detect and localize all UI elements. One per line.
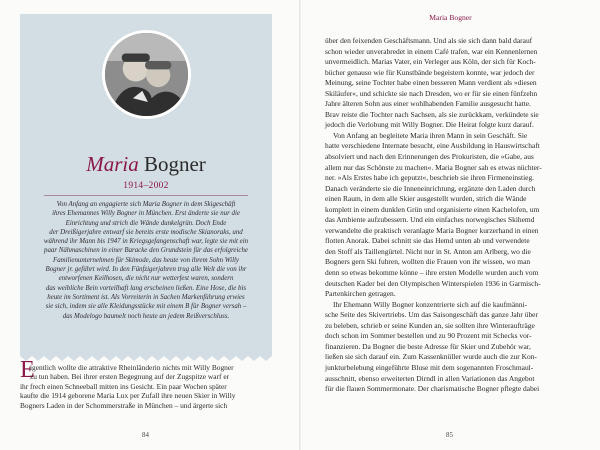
person-years: 1914–2002 xyxy=(123,181,169,191)
text-line: kaufte die 1914 geborene Maria Lux per Zufall ihre neuen Skier in Willy xyxy=(20,391,236,401)
text-line: zu beleben, schrieb er seine Kunden an, sie sollten ihre Winteraufträge xyxy=(325,320,535,330)
bio-line: Familienunternehmen für Skimode, das heute von ihrem Sohn Willy xyxy=(53,256,239,264)
profile-panel xyxy=(20,14,272,355)
left-page xyxy=(0,0,299,450)
text-line: sche Seite des Skivertriebs. Um das Saisongeschäft das ganze Jahr über xyxy=(325,310,538,320)
page-number-left: 84 xyxy=(142,431,149,439)
bio-line: entworfenen Keilhosen, die nicht nur wetterfest waren, sondern xyxy=(58,275,234,283)
right-page xyxy=(301,0,600,450)
text-line: Bogners gern Ski fuhren, wollten die Frauen von ihr wissen, wo man xyxy=(325,257,531,267)
text-line: ausschnitt, ebenso erweiterten Dirndl in allen Variationen das Angebot xyxy=(325,373,535,383)
text-line: junkturbelebung eingeführte Bluse mit dem sogenannten Froschmaul- xyxy=(325,362,534,372)
text-line: Ihr Ehemann Willy Bogner konzentrierte sich auf die kaufmänni- xyxy=(333,299,528,309)
text-line: Partenkirchen getragen. xyxy=(325,289,396,299)
bio-line: Bogner jr. geführt wird. In den Fünfzigerjahren trug alle Welt die von ihr xyxy=(45,266,247,274)
divider xyxy=(44,195,248,196)
drop-cap: E xyxy=(20,357,35,383)
torn-edge-decoration xyxy=(20,353,272,363)
biography-summary xyxy=(28,200,264,321)
text-line: Jahre älteren Sohn aus einer wohlhabenden Familie ausgesucht hatte. xyxy=(325,99,531,109)
text-line: schon wieder unverabredet in einem Café trafen, war ein Kennenlernen xyxy=(325,46,538,56)
text-line: Meinung, seine Tochter habe einen besseren Mann verdient als »diesen xyxy=(325,78,537,88)
person-last-name: Bogner xyxy=(143,152,206,176)
text-line: bücher genauso wie für Kunstbände begeistern konnte, war jedoch der xyxy=(325,67,535,77)
text-line: Brav reiste die Tochter nach Sachsen, als sie zurückkam, verkündete sie xyxy=(325,109,539,119)
text-line: flotten Anorak. Dabei schnitt sie das Hemd unten ab und verwendete xyxy=(325,236,530,246)
running-head: Maria Bogner xyxy=(429,13,472,22)
text-line: Von Anfang an begleitete Maria ihren Mann in sein Geschäft. Sie xyxy=(333,130,528,140)
text-line: denn so etwas bekomme könne – ihre ersten Modelle wurden auch vom xyxy=(325,268,539,278)
text-line: hatte verschiedene Internate besucht, eine Ausbildung in Hauswirtschaft xyxy=(325,141,540,151)
right-body-text xyxy=(325,36,578,395)
bio-line: das weibliche Bein vorteilhaft lang erscheinen ließen. Eine Hose, die bis xyxy=(45,284,247,292)
text-line: Bogners Laden in der Schommerstraße in München – und ärgerte sich xyxy=(20,400,228,410)
text-line: ner. »Als Erstes habe ich geputzt«, beschrieb sie ihren Firmeneinstieg. xyxy=(325,173,535,183)
text-line: finanzieren. Da Bogner die beste Adresse für Skier und Zubehör war, xyxy=(325,341,531,351)
text-line: unvermeidlich. Marias Vater, ein Verleger aus Köln, der sich für Koch- xyxy=(325,57,536,67)
bio-line: paar Nähmaschinen in einer Baracke den Grundstein für das erfolgreiche xyxy=(44,247,248,255)
person-name xyxy=(20,152,272,177)
text-line: Skiläufer«, und schickte sie nach Dresden, wo er für sie einen fünfzehn xyxy=(325,88,538,98)
bio-line: der Dreißigerjahre entwarf sie bereits erste modische Skianoraks, und xyxy=(49,228,243,236)
text-line: für die flauen Sommermonate. Der charismatische Bogner pflegte dabei xyxy=(325,384,540,394)
bio-line: ihres Ehemannes Willy Bogner in München. Erst änderte sie nur die xyxy=(52,210,240,218)
bio-line: Einrichtung und strich die Wände dunkelgrün. Doch Ende xyxy=(65,219,227,227)
bio-line: während ihr Mann bis 1947 in Kriegsgefangenschaft war, legte sie mit ein xyxy=(43,238,249,246)
bio-line: sie sich, indem sie alle Kleidungsstücke mit einem B für Bogner versah – xyxy=(45,303,247,311)
text-line: zu tun haben. Bei ihrer ersten Begegnung auf der Zugspitze warf er xyxy=(30,372,230,382)
text-line: ließen sie sich darauf ein. Zum Kassenknüller wurde auch die zur Kon- xyxy=(325,352,537,362)
text-line: Danach veränderte sie die Inneneinrichtung, ergänzte den Laden durch xyxy=(325,183,536,193)
text-line: komplett in einem dunklen Grün und organisierte einen Kachelofen, um xyxy=(325,204,540,214)
text-line: allem nur das Schönste zu machen«. Maria Bogner sah es etwas nüchter- xyxy=(325,162,542,172)
text-line: verwandelte die praktisch veranlagte Maria Bogner kurzerhand in einen xyxy=(325,225,539,235)
left-body-text xyxy=(20,363,272,410)
bio-line: das Modelogo baumelt noch heute an jedem Reißverschluss. xyxy=(62,312,230,320)
text-line: doch schon im Sommer bestellen und zu 90 Prozent mit Schecks vor- xyxy=(325,331,532,341)
text-line: das Ambiente aufzubessern. Und ein einfaches norwegisches Skihemd xyxy=(325,215,535,225)
text-line: den Stoff als Taillengürtel. Nicht nur in St. Anton am Arlberg, wo die xyxy=(325,246,531,256)
bio-line: heute im Sortiment ist. Als Vorreiterin in Sachen Markenführung erwies xyxy=(47,293,245,301)
text-line: jedoch die Verlobung mit Willy Bogner. Die Heirat folgte kurz darauf. xyxy=(325,120,534,130)
text-line: über den feixenden Geschäftsmann. Und als sie sich dann bald darauf xyxy=(325,36,533,45)
page-number-right: 85 xyxy=(446,431,453,439)
text-line: igentlich wollte die attraktive Rheinländerin nichts mit Willy Bogner xyxy=(30,363,234,372)
text-line: absolviert und nach den Erinnerungen des Prokuristen, die »Gabe, aus xyxy=(325,152,534,162)
text-line: einen Raum, in dem alle Skier ausgestellt wurden, strich die Wände xyxy=(325,194,527,204)
bio-line: Von Anfang an engagierte sich Maria Bogner in dem Skigeschäft xyxy=(56,201,236,208)
portrait-photo xyxy=(102,30,191,119)
portrait-photo-icon xyxy=(105,33,188,116)
person-first-name: Maria xyxy=(86,152,139,176)
text-line: deutschen Kader bei den Olympischen Winterspielen 1936 in Garmisch- xyxy=(325,278,541,288)
text-line: ihr frech einen Schneeball mitten ins Gesicht. Ein paar Wochen später xyxy=(20,381,227,391)
